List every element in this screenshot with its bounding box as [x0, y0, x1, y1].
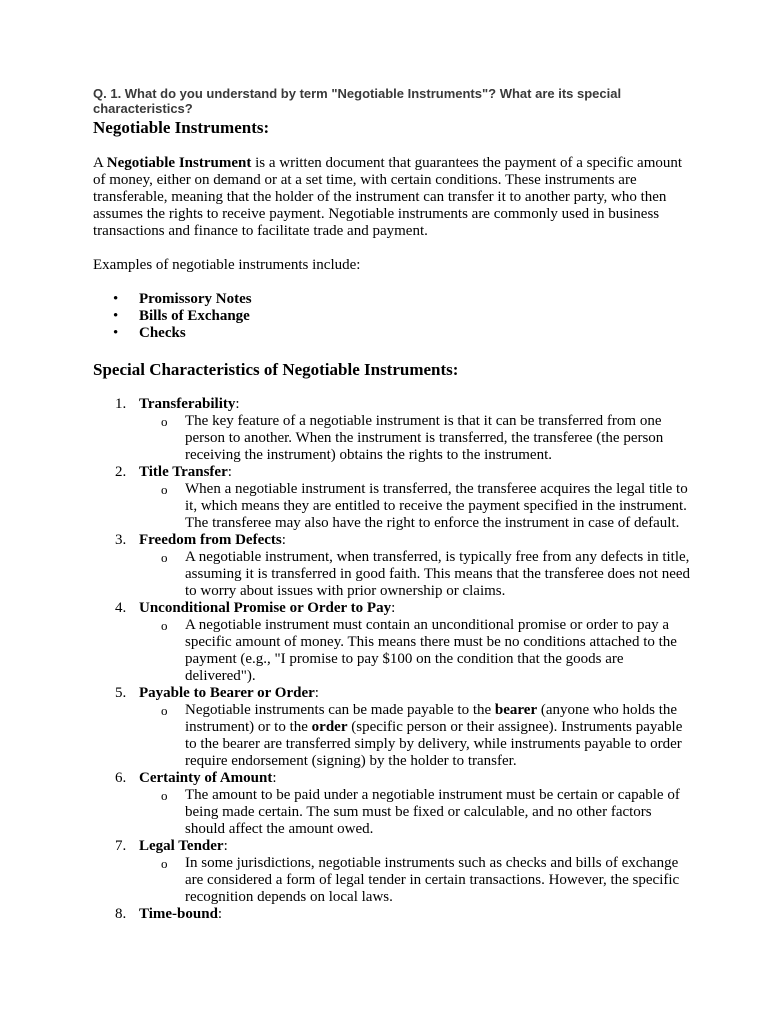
description-text: The key feature of a negotiable instrument is that it can be transferred from one person to another. When the instrument is transferred, the transferee (the person receiving the instrument) obtains the rights to the instrument. [185, 413, 664, 463]
term-colon: : [272, 770, 277, 786]
characteristic-item [93, 685, 693, 770]
characteristic-item [93, 464, 693, 532]
characteristic-item [93, 532, 693, 600]
characteristic-term: Time-bound [139, 906, 218, 922]
item-number: 8. [115, 906, 127, 922]
description-text: A negotiable instrument, when transferred, is typically free from any defects in title, assuming it is transferred in good faith. This means that the transferee does not need to worry about issues with prior ownership or claims. [185, 549, 691, 599]
intro-prefix: A [93, 155, 107, 171]
characteristic-term: Payable to Bearer or Order [139, 685, 315, 701]
characteristic-description [139, 787, 693, 838]
circle-bullet-icon: o [161, 482, 168, 497]
item-number: 7. [115, 838, 127, 854]
circle-bullet-icon: o [161, 856, 168, 871]
example-label: Checks [139, 325, 186, 341]
intro-body: is a written document that guarantees the payment of a specific amount of money, either on demand or at a set time, with certain conditions. These instruments are transferable, meaning that the holder of the instrument can transfer it to another party, who then assumes the rights to receive payment. Negotiable instruments are commonly used in business transactions and finance to facilitate trade and payment. [93, 155, 683, 239]
characteristic-description [139, 549, 693, 600]
description-text: In some jurisdictions, negotiable instruments such as checks and bills of exchange are considered a form of legal tender in certain transactions. However, the specific recognition depends on local laws. [185, 855, 680, 905]
circle-bullet-icon: o [161, 414, 168, 429]
list-item [93, 291, 693, 308]
characteristic-item [93, 770, 693, 838]
term-colon: : [314, 685, 319, 701]
characteristic-description [139, 855, 693, 906]
characteristic-description [139, 413, 693, 464]
intro-paragraph [93, 155, 693, 240]
description-text: Negotiable instruments can be made payable to the [185, 702, 495, 718]
characteristic-term: Legal Tender [139, 838, 224, 854]
intro-term: Negotiable Instrument [106, 155, 252, 171]
item-number: 5. [115, 685, 127, 701]
characteristic-item [93, 838, 693, 906]
question-heading: Q. 1. What do you understand by term "Negotiable Instruments"? What are its special characteristics? [93, 86, 622, 116]
section-title-negotiable-instruments: Negotiable Instruments: [93, 118, 270, 137]
term-colon: : [223, 838, 228, 854]
characteristic-item [93, 600, 693, 685]
circle-bullet-icon: o [161, 788, 168, 803]
characteristic-term: Freedom from Defects [139, 532, 282, 548]
characteristic-description [139, 702, 693, 770]
order-term: order [311, 719, 348, 735]
item-number: 2. [115, 464, 127, 480]
examples-list [93, 291, 693, 342]
list-item [93, 325, 693, 342]
bullet-icon: • [113, 291, 119, 307]
description-text: (anyone who holds the instrument) or to the [185, 702, 678, 735]
description-text: A negotiable instrument must contain an unconditional promise or order to pay a specific amount of money. This means there must be no conditions attached to the payment (e.g., "I promise to pay $100 on the condition that the goods are delivered"). [185, 617, 677, 684]
characteristic-term: Title Transfer [139, 464, 228, 480]
item-number: 3. [115, 532, 127, 548]
bearer-term: bearer [494, 702, 538, 718]
circle-bullet-icon: o [161, 703, 168, 718]
description-text: (specific person or their assignee). Instruments payable to the bearer are transferred simply by delivery, while instruments payable to order require endorsement (signing) by the holder to transfer. [185, 719, 683, 769]
characteristic-item [93, 396, 693, 464]
circle-bullet-icon: o [161, 618, 168, 633]
characteristic-term: Certainty of Amount [139, 770, 273, 786]
circle-bullet-icon: o [161, 550, 168, 565]
description-text: The amount to be paid under a negotiable instrument must be certain or capable of being made certain. The sum must be fixed or calculable, and no other factors should affect the amount owed. [185, 787, 680, 837]
list-item [93, 308, 693, 325]
characteristic-description [139, 481, 693, 532]
item-number: 4. [115, 600, 127, 616]
characteristics-list [93, 396, 693, 923]
bullet-icon: • [113, 308, 119, 324]
term-colon: : [391, 600, 396, 616]
examples-lead: Examples of negotiable instruments include: [93, 257, 361, 273]
term-colon: : [227, 464, 232, 480]
example-label: Promissory Notes [139, 291, 252, 307]
description-text: When a negotiable instrument is transferred, the transferee acquires the legal title to it, which means they are entitled to receive the payment specified in the instrument. The transferee may also have the right to enforce the instrument in case of default. [185, 481, 688, 531]
item-number: 1. [115, 396, 127, 412]
document-page [93, 86, 693, 923]
section-title-special-characteristics: Special Characteristics of Negotiable Instruments: [93, 360, 459, 379]
characteristic-description [139, 617, 693, 685]
characteristic-term: Unconditional Promise or Order to Pay [139, 600, 392, 616]
term-colon: : [235, 396, 240, 412]
term-colon: : [281, 532, 286, 548]
bullet-icon: • [113, 325, 119, 341]
item-number: 6. [115, 770, 127, 786]
characteristic-item [93, 906, 693, 923]
characteristic-term: Transferability [139, 396, 236, 412]
example-label: Bills of Exchange [139, 308, 250, 324]
term-colon: : [217, 906, 223, 922]
